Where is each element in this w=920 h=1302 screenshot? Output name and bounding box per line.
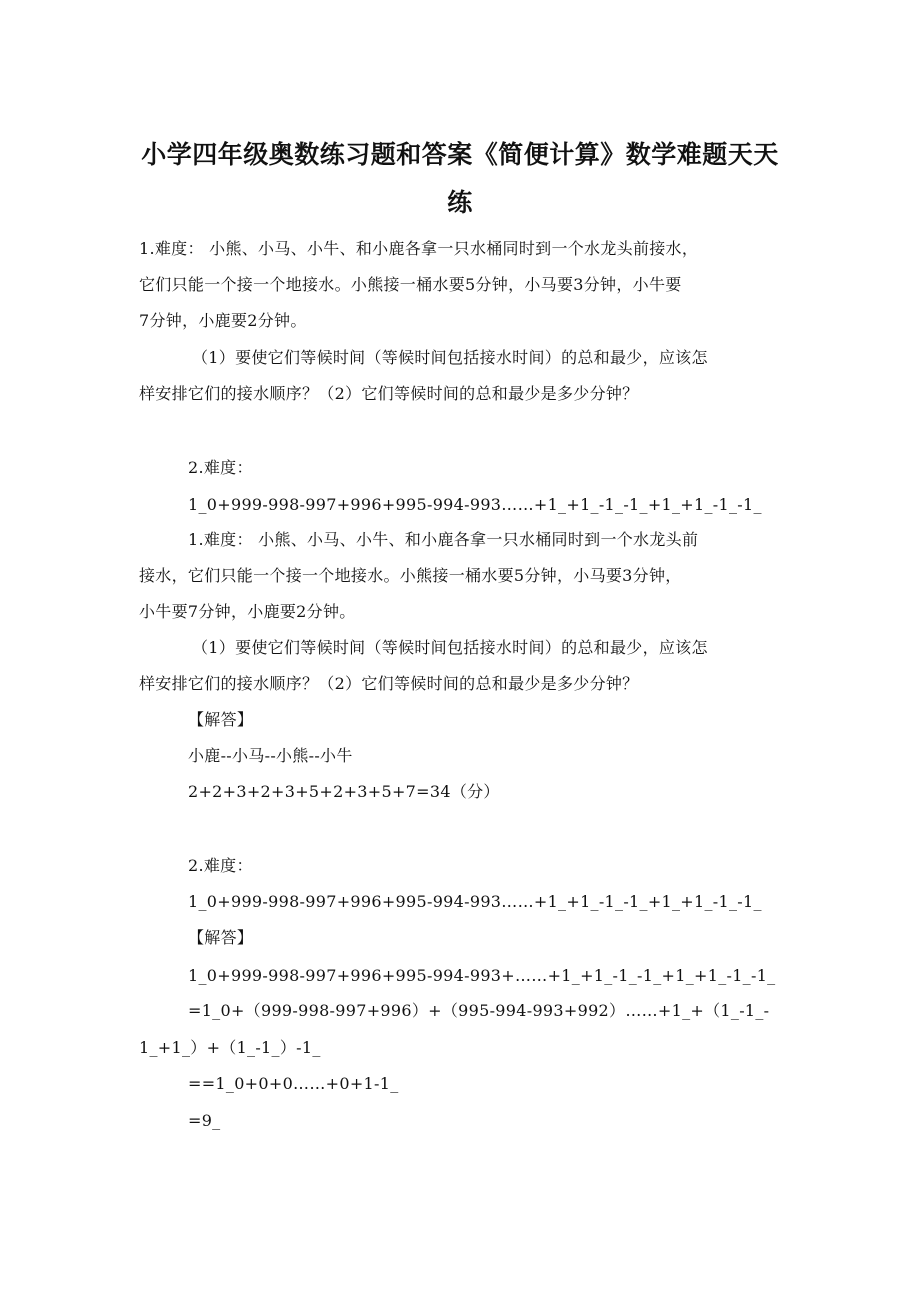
- answer-2-result: =9_: [188, 1111, 221, 1130]
- problem-1-repeat-text: 小牛要7分钟，小鹿要2分钟。: [139, 602, 356, 621]
- problem-1-repeat-text: 接水，它们只能一个接一个地接水。小熊接一桶水要5分钟，小马要3分钟，: [139, 566, 682, 585]
- problem-2-expression: 1_0+999-998-997+996+995-994-993……+1_+1_-1_-1_+1_+1_-1_-1_: [188, 495, 762, 514]
- problem-1-text: 7分钟，小鹿要2分钟。: [139, 311, 307, 330]
- answer-heading: 【解答】: [188, 928, 254, 947]
- answer-2-step: ==1_0+0+0……+0+1-1_: [188, 1074, 399, 1093]
- problem-1-question: （1）要使它们等候时间（等候时间包括接水时间）的总和最少，应该怎: [192, 348, 708, 367]
- answer-1-calculation: 2+2+3+2+3+5+2+3+5+7=34（分）: [188, 782, 500, 801]
- problem-1-text: 1.难度： 小熊、小马、小牛、和小鹿各拿一只水桶同时到一个水龙头前接水，: [139, 239, 699, 258]
- answer-2-step: 1_0+999-998-997+996+995-994-993+……+1_+1_-1_-1_+1_+1_-1_-1_: [188, 966, 776, 985]
- answer-2-step: 1_+1_）+（1_-1_）-1_: [139, 1038, 321, 1057]
- problem-1-repeat-question: （1）要使它们等候时间（等候时间包括接水时间）的总和最少，应该怎: [192, 638, 708, 657]
- problem-2-repeat-heading: 2.难度：: [188, 856, 253, 875]
- doc-title-line-2: 练: [447, 188, 473, 217]
- answer-heading: 【解答】: [188, 710, 254, 729]
- answer-1-order: 小鹿--小马--小熊--小牛: [188, 746, 353, 765]
- problem-2-repeat-expression: 1_0+999-998-997+996+995-994-993……+1_+1_-1_-1_+1_+1_-1_-1_: [188, 892, 762, 911]
- problem-1-question: 样安排它们的接水顺序？（2）它们等候时间的总和最少是多少分钟？: [139, 384, 639, 403]
- doc-title-line-1: 小学四年级奥数练习题和答案《简便计算》数学难题天天: [141, 140, 779, 169]
- problem-1-repeat-question: 样安排它们的接水顺序？（2）它们等候时间的总和最少是多少分钟？: [139, 674, 639, 693]
- problem-2-heading: 2.难度：: [188, 458, 253, 477]
- answer-2-step: =1_0+（999-998-997+996）+（995-994-993+992）……+1_+（1_-1_-: [188, 1001, 770, 1020]
- problem-1-repeat-text: 1.难度： 小熊、小马、小牛、和小鹿各拿一只水桶同时到一个水龙头前: [188, 530, 699, 549]
- problem-1-text: 它们只能一个接一个地接水。小熊接一桶水要5分钟，小马要3分钟，小牛要: [139, 275, 682, 294]
